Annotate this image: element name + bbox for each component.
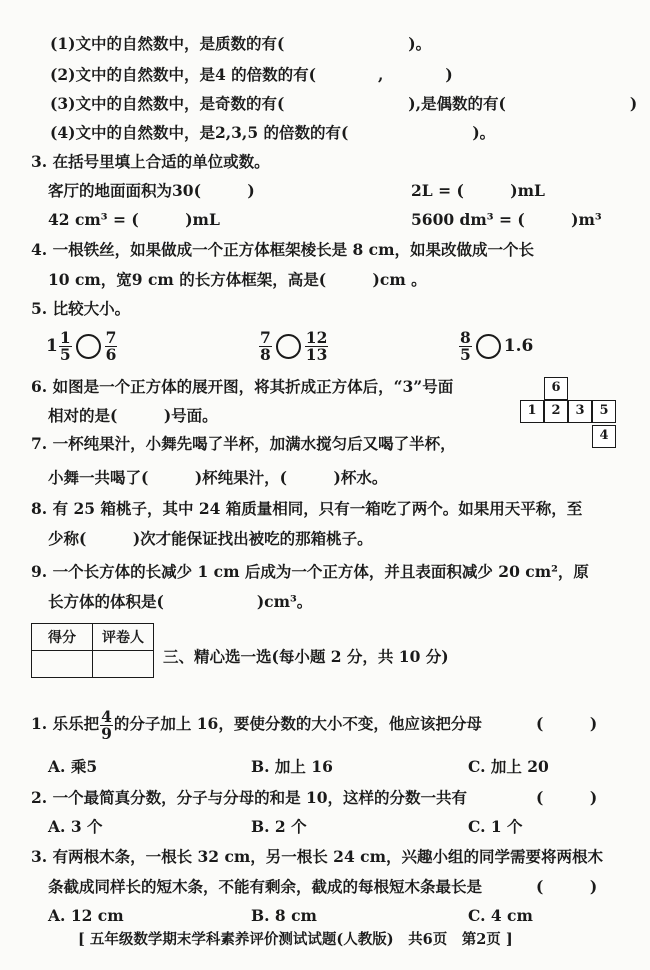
score-cell[interactable] [32,651,93,678]
mc1-option-c[interactable]: C. 加上 20 [468,757,549,776]
q5-c3-den: 5 [460,344,471,364]
q5-c2-den2: 13 [305,344,328,364]
q4-line-1: 4. 一根铁丝，如果做成一个正方体框架棱长是 8 cm，如果改做成一个长 [31,240,534,259]
mc1-option-b[interactable]: B. 加上 16 [251,757,333,776]
mc3-answer-bracket[interactable]: ( ) [536,877,598,896]
mc2-option-b[interactable]: B. 2 个 [251,817,307,836]
q5-c2-den: 8 [260,344,271,364]
mc1-fraction [100,706,113,743]
score-box [31,623,154,678]
q9-line-2: 长方体的体积是( )cm³。 [48,592,313,611]
q5-c3-fraction [459,327,472,364]
q5-title: 5. 比较大小。 [31,299,131,318]
mc1-option-a[interactable]: A. 乘5 [48,757,98,776]
q5-c1-whole: 1 [46,336,58,356]
q6-line-2: 相对的是( )号面。 [48,406,218,425]
q5-c2-fraction [259,327,272,364]
q5-c1-num: 1 [59,327,71,347]
q5-c2-num: 7 [260,327,271,347]
q5-c1-fraction [59,327,72,364]
mc3-line-2: 条截成同样长的短木条，不能有剩余，截成的每根短木条最长是 [48,877,483,896]
mc3-option-b[interactable]: B. 8 cm [251,906,317,925]
cube-face: 5 [592,400,616,423]
q5-compare-3 [458,327,533,364]
cube-face: 1 [520,400,544,423]
q8-line-1: 8. 有 25 箱桃子，其中 24 箱质量相同，只有一箱吃了两个。如果用天平称，至 [31,499,583,518]
compare-circle-3[interactable] [476,334,501,359]
q7-line-2: 小舞一共喝了( )杯纯果汁，( )杯水。 [48,468,388,487]
q5-c1-den: 5 [59,344,71,364]
mc2-option-c[interactable]: C. 1 个 [468,817,523,836]
q8-line-2: 少称( )次才能保证找出被吃的那箱桃子。 [48,529,373,548]
q5-compare-2 [258,327,329,363]
q5-compare-1 [46,327,118,364]
mc1-den: 9 [101,723,112,743]
compare-circle-2[interactable] [276,334,301,359]
section-3-title: 三、精心选一选(每小题 2 分，共 10 分) [163,647,449,666]
q5-c1-fraction-2 [105,327,118,364]
cube-face-bottom: 4 [592,425,616,448]
q3-item-d: 5600 dm³ = ( )m³ [411,210,602,229]
mc1-answer-bracket[interactable]: ( ) [536,714,598,733]
q5-c1-num2: 7 [105,327,117,347]
q3-item-b: 2L = ( )mL [411,181,545,200]
q2-part-1: (1)文中的自然数中，是质数的有( )。 [50,34,432,53]
q2-part-4: (4)文中的自然数中，是2,3,5 的倍数的有( )。 [50,123,496,142]
mc2-option-a[interactable]: A. 3 个 [48,817,103,836]
q5-c2-fraction-2 [305,327,329,364]
page-footer: [ 五年级数学期末学科素养评价测试试题(人教版) 共6页 第2页 ] [78,931,513,948]
q9-line-1: 9. 一个长方体的长减少 1 cm 后成为一个正方体，并且表面积减少 20 cm²，原 [31,562,589,581]
q6-line-1: 6. 如图是一个正方体的展开图，将其折成正方体后，“3”号面 [31,377,454,396]
compare-circle-1[interactable] [76,334,101,359]
q3-item-a: 客厅的地面面积为30( ) [48,181,255,200]
mc1-post: 的分子加上 16，要使分数的大小不变，他应该把分母 [113,714,482,733]
mc1-stem [31,706,482,742]
cube-face: 2 [544,400,568,423]
grader-header: 评卷人 [93,624,154,651]
score-header: 得分 [32,624,93,651]
q2-part-3: (3)文中的自然数中，是奇数的有( ),是偶数的有( ) [50,94,638,113]
mc2-answer-bracket[interactable]: ( ) [536,788,598,807]
mc1-pre: 1. 乐乐把 [31,714,100,733]
q5-c3-right: 1.6 [503,336,534,356]
q3-title: 3. 在括号里填上合适的单位或数。 [31,152,270,171]
q5-c3-num: 8 [460,327,471,347]
q4-line-2: 10 cm，宽9 cm 的长方体框架，高是( )cm 。 [48,270,427,289]
q2-part-2: (2)文中的自然数中，是4 的倍数的有( , ) [50,65,453,84]
mc3-option-c[interactable]: C. 4 cm [468,906,533,925]
mc3-option-a[interactable]: A. 12 cm [48,906,124,925]
grader-cell[interactable] [93,651,154,678]
mc2-stem: 2. 一个最简真分数，分子与分母的和是 10，这样的分数一共有 [31,788,468,807]
cube-face: 3 [568,400,592,423]
mc3-line-1: 3. 有两根木条，一根长 32 cm，另一根长 24 cm，兴趣小组的同学需要将两根木 [31,847,603,866]
mc1-num: 4 [101,706,112,726]
q5-c1-den2: 6 [105,344,117,364]
q5-c2-num2: 12 [305,327,328,347]
q7-line-1: 7. 一杯纯果汁，小舞先喝了半杯，加满水搅匀后又喝了半杯， [31,434,456,453]
cube-face-top: 6 [544,377,568,400]
q3-item-c: 42 cm³ = ( )mL [48,210,220,229]
